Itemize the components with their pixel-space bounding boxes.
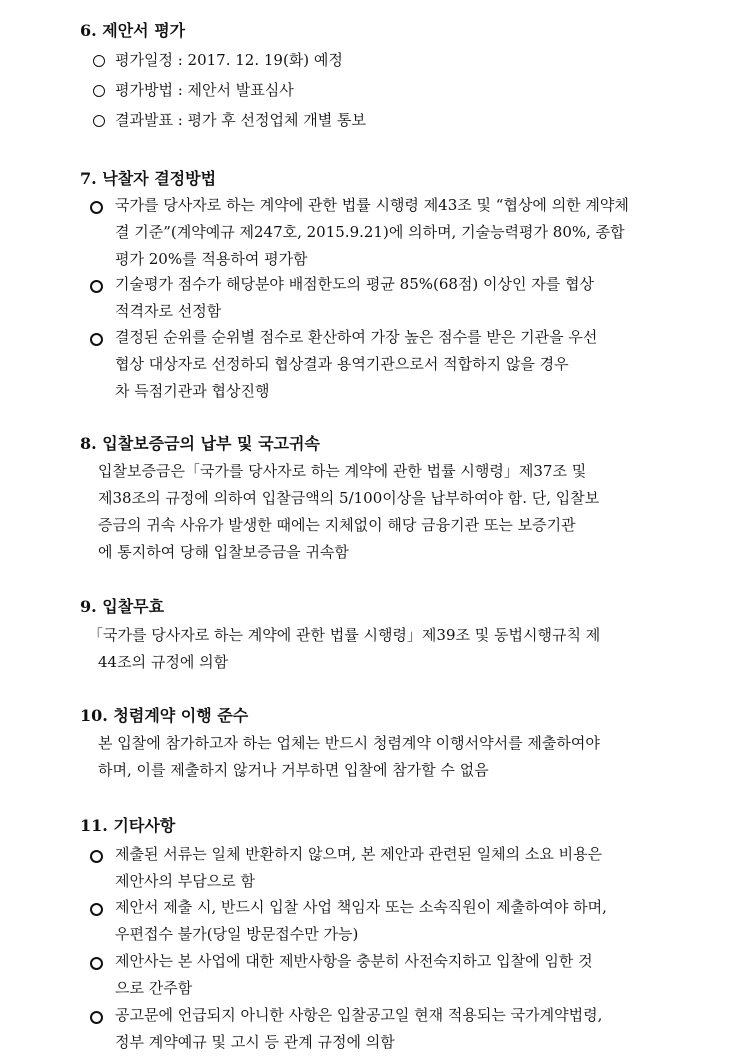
circle-bullet-icon [90,1011,103,1024]
circle-bullet-icon [93,115,105,127]
section-6-title: 6. 제안서 평가 [80,21,186,40]
circle-bullet-icon [90,850,103,863]
s8-line-3: 증금의 귀속 사유가 발생한 때에는 지체없이 해당 금융기관 또는 보증기관 [98,516,576,534]
s7-item-1-line-3: 평가 20%를 적용하여 평가함 [115,250,308,268]
section-10-title: 10. 청렴계약 이행 준수 [80,706,249,725]
section-9-title: 9. 입찰무효 [80,597,165,616]
s6-item-2: 평가방법 : 제안서 발표심사 [115,81,294,99]
s6-item-3: 결과발표 : 평가 후 선정업체 개별 통보 [115,111,367,129]
section-7-title: 7. 낙찰자 결정방법 [80,169,217,188]
s7-item-2-line-2: 적격자로 선정함 [115,302,222,320]
s8-line-1: 입찰보증금은「국가를 당사자로 하는 계약에 관한 법률 시행령」제37조 및 [98,462,587,480]
s7-item-2-line-1: 기술평가 점수가 해당분야 배점한도의 평균 85%(68점) 이상인 자를 협상 [115,275,595,293]
s11-item-4-line-2: 정부 계약예규 및 고시 등 관계 규정에 의함 [115,1033,395,1051]
circle-bullet-icon [90,333,103,346]
s7-item-3-line-3: 차 득점기관과 협상진행 [115,382,270,400]
s7-item-3-line-2: 협상 대상자로 선정하되 협상결과 용역기관으로서 적합하지 않을 경우 [115,355,569,373]
s11-item-2-line-1: 제안서 제출 시, 반드시 입찰 사업 책임자 또는 소속직원이 제출하여야 하며, [115,898,607,916]
s10-line-2: 하며, 이를 제출하지 않거나 거부하면 입찰에 참가할 수 없음 [98,761,489,779]
s9-line-2: 44조의 규정에 의함 [98,653,229,671]
s11-item-1-line-1: 제출된 서류는 일체 반환하지 않으며, 본 제안과 관련된 일체의 소요 비용은 [115,845,603,863]
s11-item-3-line-2: 으로 간주함 [115,979,193,997]
s10-line-1: 본 입찰에 참가하고자 하는 업체는 반드시 청렴계약 이행서약서를 제출하여야 [98,734,600,752]
s8-line-4: 에 통지하여 당해 입찰보증금을 귀속함 [98,543,349,561]
s7-item-3-line-1: 결정된 순위를 순위별 점수로 환산하여 가장 높은 점수를 받은 기관을 우선 [115,328,598,346]
circle-bullet-icon [90,903,103,916]
circle-bullet-icon [93,55,105,67]
circle-bullet-icon [93,85,105,97]
s7-item-1-line-1: 국가를 당사자로 하는 계약에 관한 법률 시행령 제43조 및 “협상에 의한 계약체 [115,196,629,214]
s7-item-1-line-2: 결 기준”(계약예규 제247호, 2015.9.21)에 의하며, 기술능력평가 80%, 종합 [115,223,625,241]
circle-bullet-icon [90,201,103,214]
s6-item-1: 평가일정 : 2017. 12. 19(화) 예정 [115,51,343,69]
circle-bullet-icon [90,957,103,970]
s9-line-1: 「국가를 당사자로 하는 계약에 관한 법률 시행령」제39조 및 동법시행규칙 제 [88,626,601,644]
circle-bullet-icon [90,280,103,293]
section-8-title: 8. 입찰보증금의 납부 및 국고귀속 [80,434,320,453]
s11-item-4-line-1: 공고문에 언급되지 아니한 사항은 입찰공고일 현재 적용되는 국가계약법령, [115,1006,603,1024]
s8-line-2: 제38조의 규정에 의하여 입찰금액의 5/100이상을 납부하여야 함. 단, 입찰보 [98,489,600,507]
section-11-title: 11. 기타사항 [80,816,176,835]
s11-item-1-line-2: 제안사의 부담으로 함 [115,872,255,890]
s11-item-2-line-2: 우편접수 불가(당일 방문접수만 가능) [115,925,359,943]
s11-item-3-line-1: 제안사는 본 사업에 대한 제반사항을 충분히 사전숙지하고 입찰에 임한 것 [115,952,593,970]
